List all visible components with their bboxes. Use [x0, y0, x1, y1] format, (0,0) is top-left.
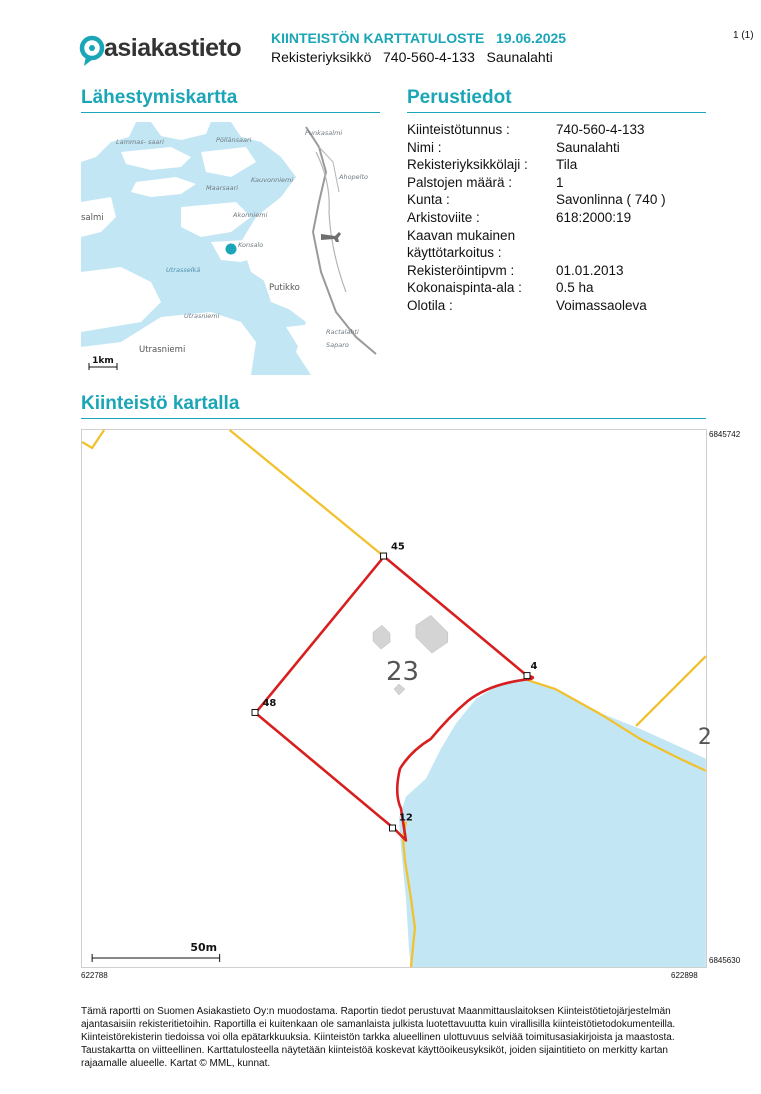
map-label: Utrasniemi [184, 312, 220, 320]
info-label: Kiinteistötunnus : [407, 122, 510, 137]
info-label: Olotila : [407, 297, 453, 313]
approach-map [81, 122, 380, 375]
info-label: Rekisteriyksikkölaji : [407, 157, 528, 173]
info-value: Saunalahti [556, 139, 620, 155]
map-label: Saparo [326, 341, 349, 349]
map-label: Utrasniemi [139, 345, 186, 355]
point-label: 45 [391, 541, 405, 553]
map-label: Utrasselkä [166, 266, 201, 274]
parcel-map-heading: Kiinteistö kartalla [81, 393, 240, 414]
info-row [407, 139, 666, 157]
info-value: 01.01.2013 [556, 262, 624, 278]
point-label: 48 [262, 697, 277, 709]
point-label: 4 [530, 661, 538, 673]
map-label: Ractalahti [326, 328, 359, 336]
info-value: Voimassaoleva [556, 297, 647, 313]
map-label: Kauvonniemi [251, 176, 294, 184]
info-label: Arkistoviite : [407, 209, 480, 225]
parcel-map [81, 429, 712, 968]
point-label: 12 [398, 812, 413, 824]
approach-map-heading: Lähestymiskartta [81, 87, 238, 108]
parcel-number: 23 [386, 657, 419, 688]
register-unit: Rekisteriyksikkö 740-560-4-133 Saunalahti [271, 49, 553, 65]
coord-bottom-right-x: 622898 [671, 971, 698, 980]
map-label: Lammas- saari [116, 138, 164, 146]
info-row [407, 227, 666, 245]
property-location-marker [226, 244, 237, 255]
info-row [407, 279, 666, 297]
map-label: Putikko [269, 283, 300, 293]
info-row [407, 191, 666, 209]
info-row [407, 174, 666, 192]
neighbor-parcel-number: 2 [697, 724, 712, 750]
info-value: 740-560-4-133 [556, 122, 645, 137]
map-label: salmi [81, 213, 104, 223]
info-label: Palstojen määrä : [407, 174, 513, 190]
info-label: Nimi : [407, 139, 442, 155]
info-row [407, 209, 666, 227]
map-label: Punkasalmi [305, 129, 343, 137]
coord-bottom-left: 622788 [81, 971, 108, 980]
info-value: Savonlinna ( 740 ) [556, 192, 666, 208]
page-number: 1 (1) [733, 30, 754, 41]
map-label: Konsalo [238, 241, 264, 249]
info-row [407, 297, 666, 315]
info-value [556, 227, 666, 245]
info-label: Kunta : [407, 192, 450, 208]
map-label: Akonniemi [233, 211, 268, 219]
info-row [407, 156, 666, 174]
info-label: Kokonaispinta-ala : [407, 280, 522, 296]
map-label: Pöllänsaari [216, 136, 252, 144]
coord-top-right: 6845742 [709, 430, 741, 439]
boundary-point-4 [524, 673, 530, 679]
info-label: Kaavan mukainen [407, 227, 516, 243]
divider [81, 418, 706, 419]
basic-info-table [407, 121, 666, 315]
info-row [407, 121, 666, 139]
coord-bottom-right: 6845630 [709, 956, 741, 965]
svg-text:50m: 50m [190, 941, 218, 955]
boundary-point-12 [390, 825, 396, 831]
info-value: 618:2000:19 [556, 209, 632, 225]
map-label: Ahopelto [339, 173, 368, 181]
info-value: 0.5 ha [556, 280, 594, 296]
info-label: käyttötarkoitus : [407, 245, 502, 261]
divider [81, 112, 380, 113]
info-value [556, 244, 666, 262]
brand-name: asiakastieto [104, 34, 242, 62]
boundary-point-45 [381, 553, 387, 559]
divider [407, 112, 706, 113]
disclaimer-text: Tämä raportti on Suomen Asiakastieto Oy:n muodostama. Raportin tiedot perustuvat Maanmittauslaitoksen Kiinteistötietojärjestelmän ajantasaisiin rekisteritietoihin. Raportilla ei kuitenkaan ole samanlaista julkista luotettavuutta kuin virallisilla kiinteistötietodokumenteilla. Kiinteistörekisterin tiedoissa voi olla epätarkkuuksia. Kiinteistön tarkka alueellinen ulottuvuus selviää toimitusasiakirjoista ja maastosta. Taustakartta on viitteellinen. Karttatulosteella näytetään kiinteistöä koskevat käyttöoikeusyksiköt, joiden sijaintitieto on merkitty kartan rajaamalle alueelle. Kartat © MML, kunnat. [81, 1006, 676, 1069]
basic-info-heading: Perustiedot [407, 87, 512, 108]
map-label: Maarsaari [206, 184, 239, 192]
info-row [407, 262, 666, 280]
info-value: 1 [556, 174, 564, 190]
svg-text:1km: 1km [92, 356, 114, 366]
document-title: KIINTEISTÖN KARTTATULOSTE 19.06.2025 [271, 30, 567, 46]
info-value: Tila [556, 157, 578, 173]
info-label: Rekisteröintipvm : [407, 262, 515, 278]
info-row [407, 244, 666, 262]
boundary-point-48 [252, 709, 258, 715]
